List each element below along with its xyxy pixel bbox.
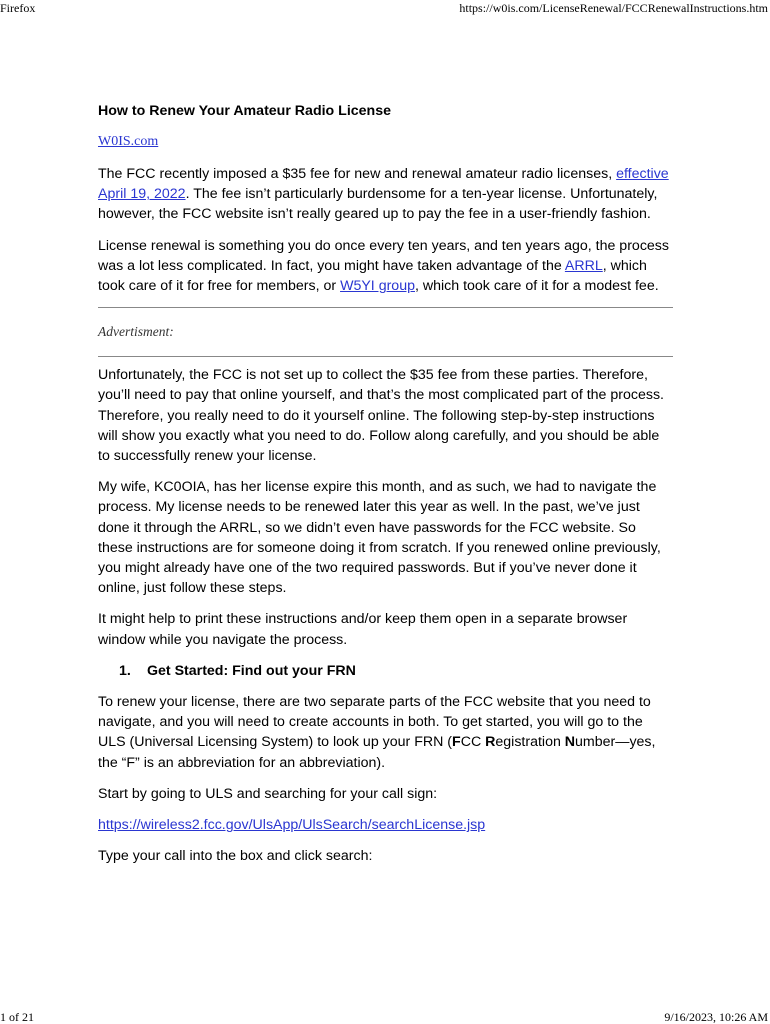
ad-divider-bottom bbox=[98, 356, 673, 357]
search-instruction: Type your call into the box and click search: bbox=[98, 848, 373, 865]
site-home-link[interactable]: W0IS.com bbox=[98, 134, 159, 149]
uls-search-link[interactable]: https://wireless2.fcc.gov/UlsApp/UlsSearch/searchLicense.jsp bbox=[98, 817, 486, 834]
frn-text-a: To renew your license, there are two separate parts of the FCC website that you need to navigate, and you will need to create accounts in both. To get started, you will go to the ULS (Universal Licensing System) to look up your FRN ( bbox=[98, 694, 651, 751]
frn-text-c: egistration bbox=[495, 734, 565, 751]
history-text-c: , which took care of it for a modest fee. bbox=[414, 278, 659, 295]
advertisement-label: Advertisment: bbox=[98, 324, 174, 340]
frn-bold-r: R bbox=[485, 734, 496, 751]
history-text-a: License renewal is something you do once every ten years, and ten years ago, the process was a lot less complicated. In fact, you might have taken advantage of the bbox=[98, 237, 669, 274]
fee-paragraph: Unfortunately, the FCC is not set up to collect the $35 fee from these parties. Therefore, you’ll need to pay that online yourself, and that’s the most complicated part of the process. Therefore, you really need to do it yourself online. The following step-by-step instructions will show you exactly what you need to do. Follow along carefully, and you should be able to successfully renew your license. bbox=[98, 367, 664, 465]
page-url: https://w0is.com/LicenseRenewal/FCCRenewalInstructions.htm bbox=[459, 1, 768, 15]
article-content bbox=[98, 101, 673, 877]
site-link-container bbox=[98, 132, 673, 152]
w5yi-link[interactable]: W5YI group bbox=[340, 278, 415, 295]
print-header bbox=[0, 0, 770, 16]
frn-text-d: umber—yes, the “F” is an abbreviation for an abbreviation). bbox=[98, 734, 656, 771]
page-counter: 1 of 21 bbox=[0, 1010, 34, 1024]
step-1-title: Get Started: Find out your FRN bbox=[147, 662, 356, 679]
intro-paragraph bbox=[98, 164, 673, 225]
uls-url-line bbox=[98, 815, 673, 835]
intro-text-a: The FCC recently imposed a $35 fee for new and renewal amateur radio licenses, bbox=[98, 166, 617, 182]
print-datetime: 9/16/2023, 10:26 AM bbox=[664, 1010, 768, 1024]
print-footer bbox=[0, 1009, 770, 1024]
frn-paragraph bbox=[98, 692, 673, 773]
browser-name: Firefox bbox=[0, 1, 36, 15]
frn-bold-f: F bbox=[452, 734, 461, 751]
frn-text-b: CC bbox=[460, 734, 486, 751]
step-1-heading bbox=[119, 661, 673, 681]
personal-paragraph: My wife, KC0OIA, has her license expire this month, and as such, we had to navigate the process. My license needs to be renewed later this year as well. In the past, we’ve just done it through the ARRL, so we didn’t even have passwords for the FCC website. So these instructions are for someone doing it from scratch. If you renewed online previously, you might already have one of the two required passwords. But if you’ve never done it online, just follow these steps. bbox=[98, 479, 661, 597]
history-paragraph bbox=[98, 236, 673, 297]
frn-bold-n: N bbox=[564, 734, 576, 751]
print-tip-paragraph: It might help to print these instructions and/or keep them open in a separate browser window while you navigate the process. bbox=[98, 611, 628, 648]
step-1-number: 1. bbox=[119, 662, 131, 679]
page-title: How to Renew Your Amateur Radio License bbox=[98, 103, 391, 119]
intro-text-b: . The fee isn’t particularly burdensome for a ten-year license. Unfortunately, however, the FCC website isn’t really geared up to pay the fee in a user-friendly fashion. bbox=[98, 186, 658, 223]
arrl-link[interactable]: ARRL bbox=[564, 257, 603, 274]
history-text-b: , which took care of it for free for members, or bbox=[98, 257, 647, 295]
effective-date-link[interactable]: effective April 19, 2022 bbox=[98, 166, 669, 203]
uls-instruction: Start by going to ULS and searching for your call sign: bbox=[98, 785, 438, 802]
